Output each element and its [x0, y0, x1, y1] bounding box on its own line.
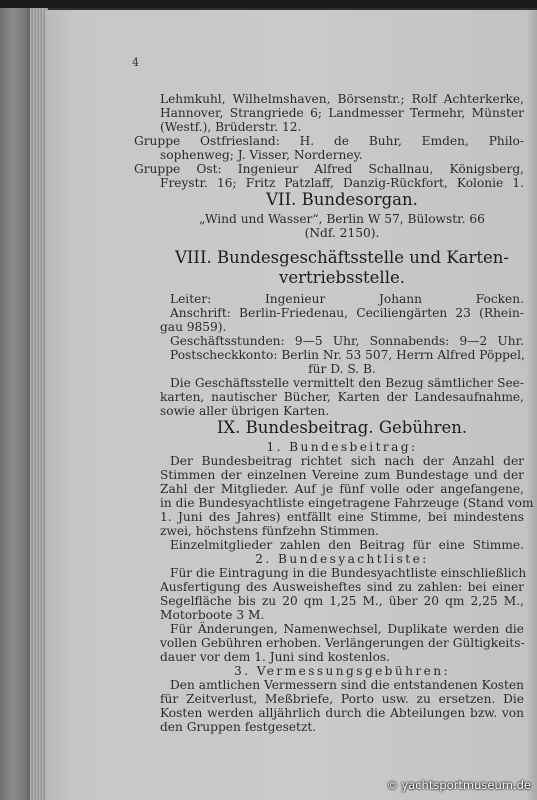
book-page	[46, 10, 537, 800]
section-heading: VII. Bundesorgan.	[266, 190, 418, 209]
text-line: Postscheckkonto: Berlin Nr. 53 507, Herrn Alfred Pöppel,	[170, 348, 525, 362]
text-line: Hannover, Strangriede 6; Landmesser Termehr, Münster	[160, 106, 524, 120]
text-line: Freystr. 16; Fritz Patzlaff, Danzig-Rückfort, Kolonie 1.	[160, 176, 524, 190]
watermark	[387, 778, 531, 792]
text-line: Zahl der Mitglieder. Auf je fünf volle oder angefangene,	[160, 482, 524, 496]
text-line: dauer vor dem 1. Juni sind kostenlos.	[160, 650, 391, 664]
text-line: (Westf.), Brüderstr. 12.	[160, 120, 302, 134]
text-line: Lehmkuhl, Wilhelmshaven, Börsenstr.; Rolf Achterkerke,	[160, 92, 524, 106]
copyright-icon: ©	[386, 779, 398, 792]
text-line: Leiter: Ingenieur Johann Focken.	[170, 292, 524, 306]
text-line: Stimmen der einzelnen Vereine zum Bundestage und der	[160, 468, 524, 482]
scan-border-top	[0, 0, 537, 8]
text-line: zwei, höchstens fünfzehn Stimmen.	[160, 524, 380, 538]
text-line: für D. S. B.	[308, 362, 376, 376]
text-line: Ausfertigung des Ausweisheftes sind zu zahlen: bei einer	[160, 580, 524, 594]
page-text	[46, 10, 537, 800]
text-line: Segelfläche bis zu 20 qm 1,25 M., über 20 qm 2,25 M.,	[160, 594, 524, 608]
text-line: vollen Gebühren erhoben. Verlängerungen der Gültigkeits-	[160, 636, 525, 650]
section-heading: IX. Bundesbeitrag. Gebühren.	[216, 418, 468, 437]
text-line: sophenweg; J. Visser, Norderney.	[160, 148, 363, 162]
text-line: Die Geschäftsstelle vermittelt den Bezug sämtlicher See-	[170, 376, 524, 390]
text-line: Den amtlichen Vermessern sind die entstandenen Kosten	[170, 678, 524, 692]
text-line: Gruppe Ost: Ingenieur Alfred Schallnau, Königsberg,	[134, 162, 524, 176]
text-line: karten, nautischer Bücher, Karten der Landesaufnahme,	[160, 390, 524, 404]
text-line: sowie aller übrigen Karten.	[160, 404, 330, 418]
text-line: 3. Vermessungsgebühren:	[234, 664, 450, 678]
text-line: 1. Juni des Jahres) entfällt eine Stimme, bei mindestens	[160, 510, 524, 524]
text-line: Für die Eintragung in die Bundesyachtliste einschließlich	[170, 566, 527, 580]
watermark-text: yachtsportmuseum.de	[401, 778, 531, 792]
page-number: 4	[132, 56, 139, 69]
text-line: (Ndf. 2150).	[304, 226, 380, 240]
text-line: Geschäftsstunden: 9—5 Uhr, Sonnabends: 9—2 Uhr.	[170, 334, 524, 348]
text-line: für Zeitverlust, Meßbriefe, Porto usw. zu ersetzen. Die	[160, 692, 524, 706]
text-line: „Wind und Wasser“, Berlin W 57, Bülowstr. 66	[199, 212, 485, 226]
text-line: Der Bundesbeitrag richtet sich nach der Anzahl der	[170, 454, 524, 468]
text-line: Anschrift: Berlin-Friedenau, Ceciliengärten 23 (Rhein-	[170, 306, 524, 320]
text-line: in die Bundesyachtliste eingetragene Fahrzeuge (Stand vom	[160, 496, 534, 510]
text-line: Kosten werden alljährlich durch die Abteilungen bzw. von	[160, 706, 524, 720]
text-line: 2. Bundesyachtliste:	[255, 552, 429, 566]
text-line: Für Änderungen, Namenwechsel, Duplikate werden die	[170, 622, 524, 636]
text-line: Gruppe Ostfriesland: H. de Buhr, Emden, Philo-	[134, 134, 524, 148]
text-line: den Gruppen festgesetzt.	[160, 720, 317, 734]
section-heading: VIII. Bundesgeschäftsstelle und Karten-	[175, 248, 509, 267]
text-line: gau 9859).	[160, 320, 227, 334]
text-line: Motorboote 3 M.	[160, 608, 265, 622]
text-line: 1. Bundesbeitrag:	[266, 440, 418, 454]
section-heading: vertriebsstelle.	[279, 268, 405, 287]
text-line: Einzelmitglieder zahlen den Beitrag für eine Stimme.	[170, 538, 524, 552]
